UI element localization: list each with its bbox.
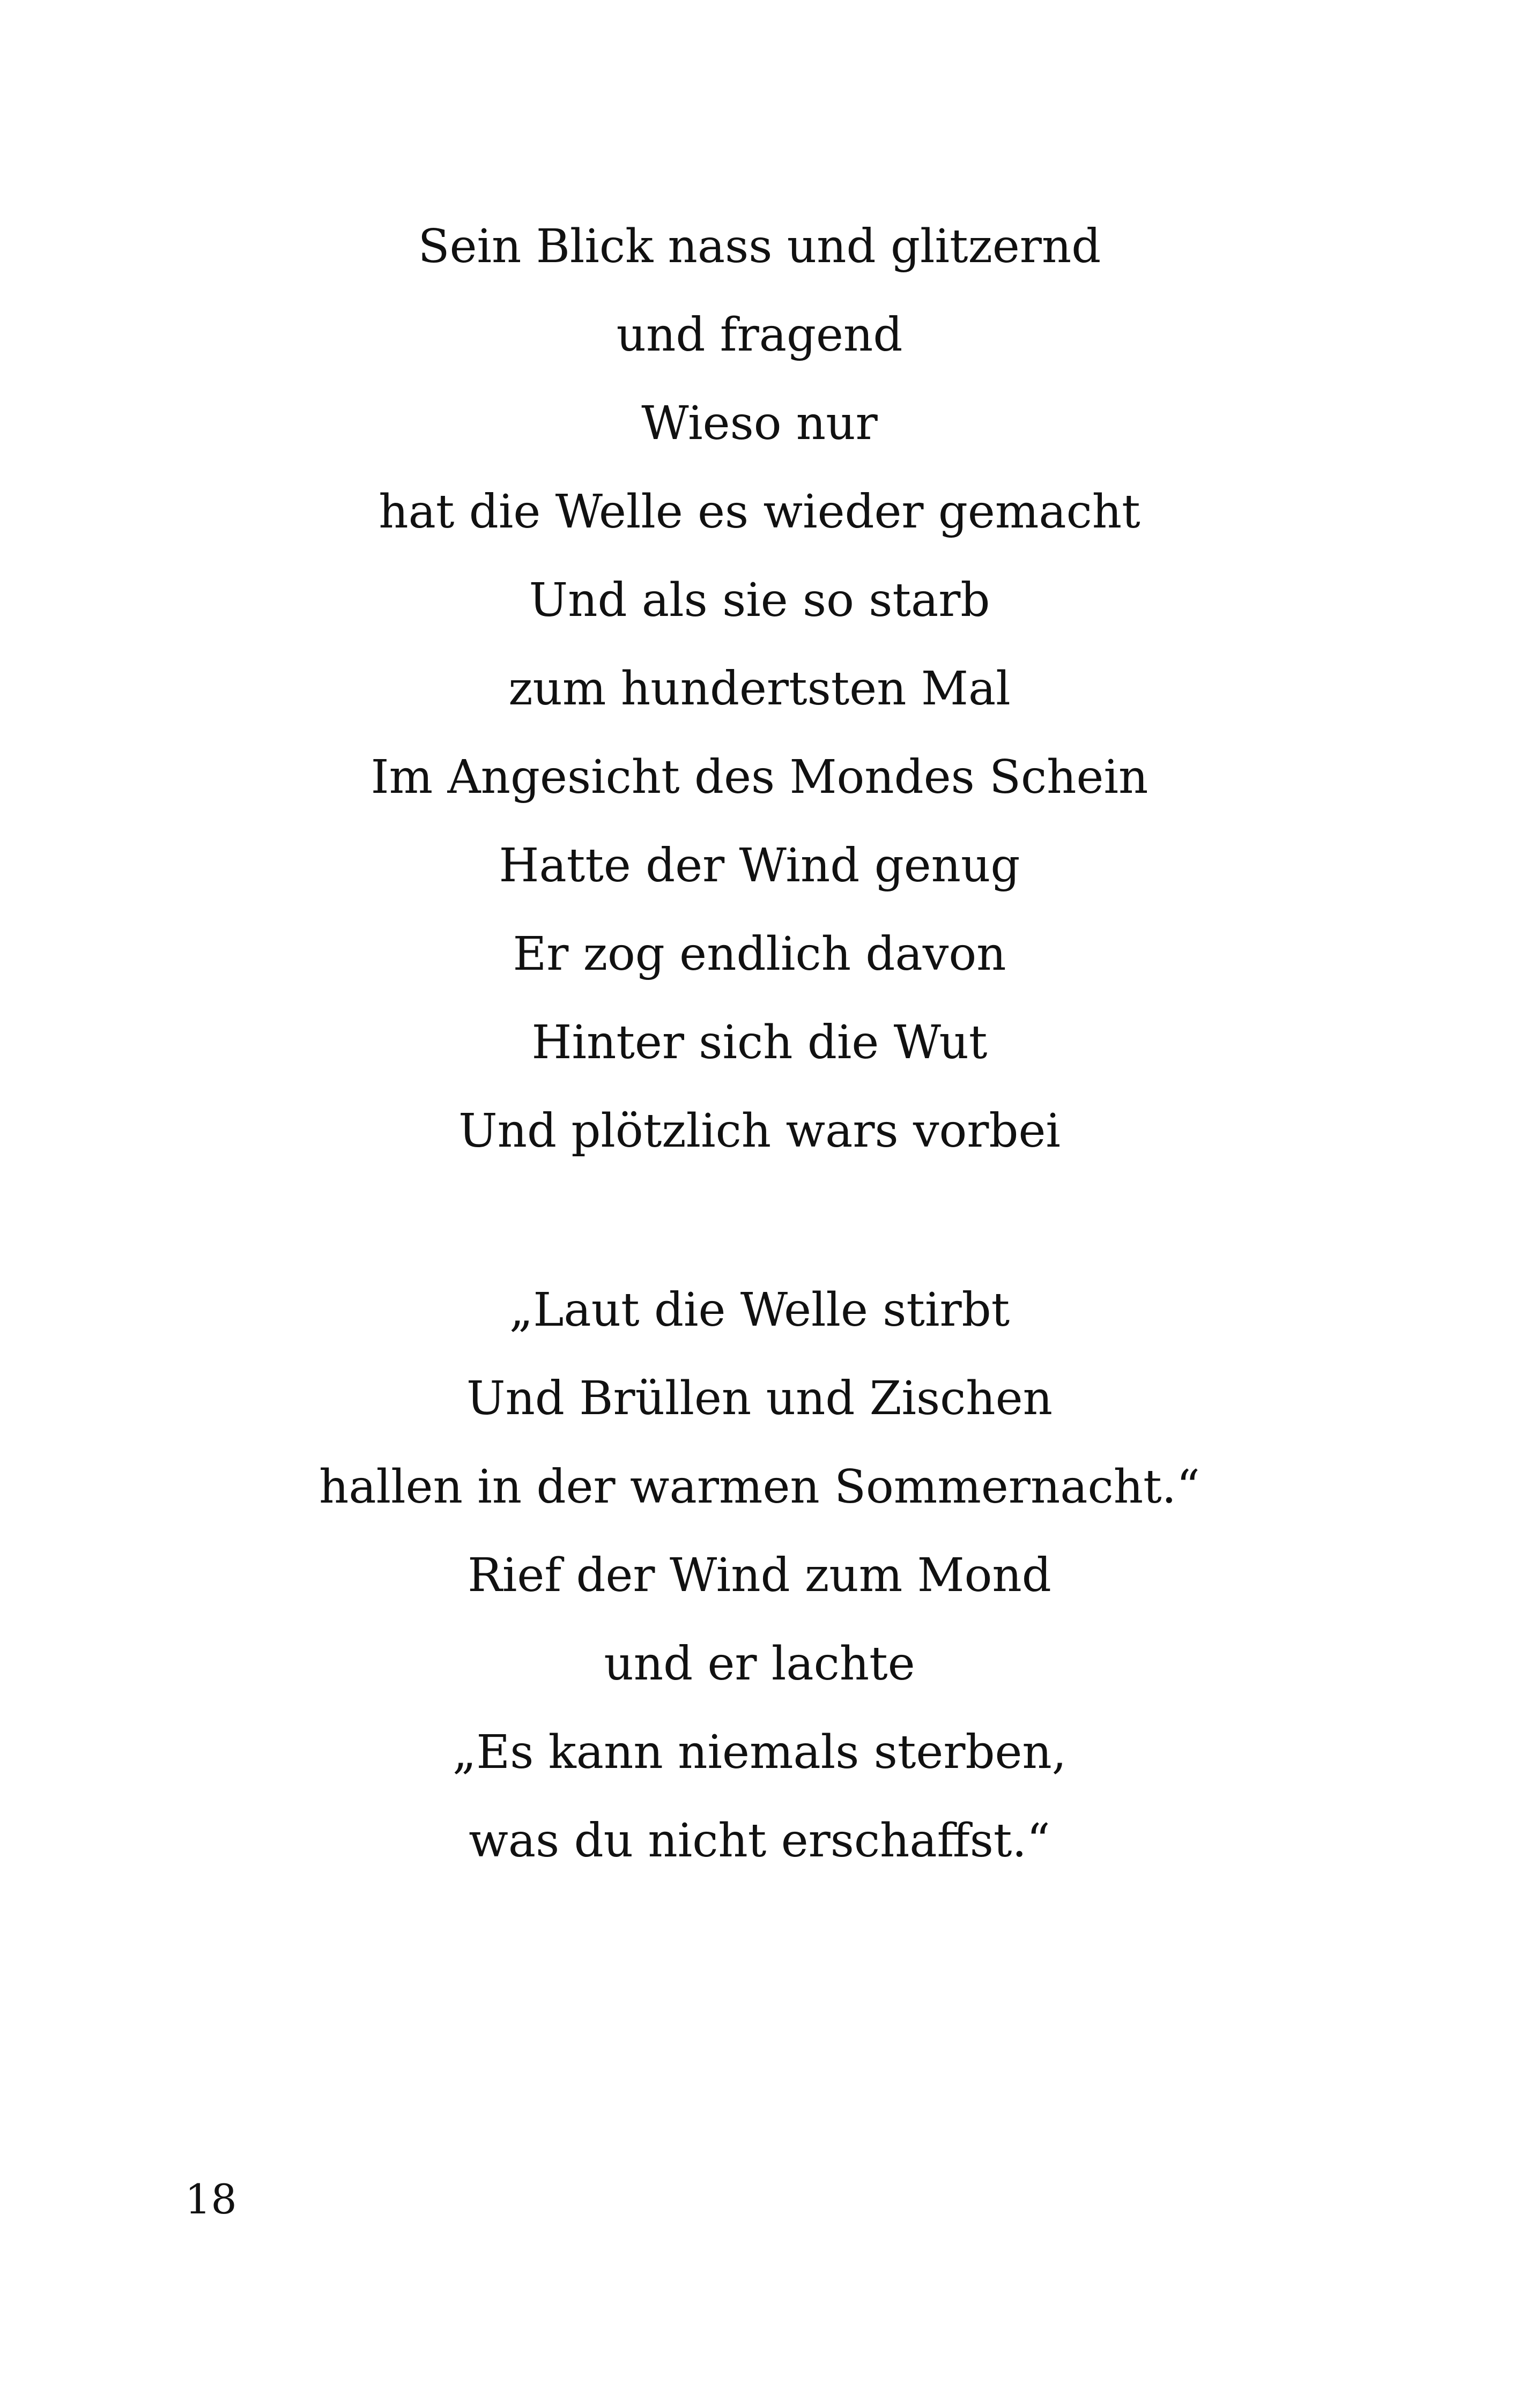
poem-line: Und als sie so starb — [529, 574, 990, 627]
poem-stanza-1 — [0, 203, 1519, 1176]
poem-line: Wieso nur — [641, 397, 878, 450]
poem-line: Und Brüllen und Zischen — [466, 1372, 1053, 1425]
poem-stanza-2 — [0, 1266, 1519, 1885]
poem-line: „Laut die Welle stirbt — [509, 1283, 1010, 1337]
poem-line: und fragend — [616, 308, 903, 362]
poem-line: und er lachte — [604, 1637, 915, 1691]
poem-line: Im Angesicht des Mondes Schein — [371, 750, 1148, 804]
poem-line: Rief der Wind zum Mond — [468, 1549, 1051, 1602]
poem-line: Hatte der Wind genug — [499, 839, 1020, 893]
poem-line: Hinter sich die Wut — [531, 1016, 988, 1069]
poem-line: zum hundertsten Mal — [508, 662, 1011, 716]
poem-line: was du nicht erschaffst.“ — [469, 1814, 1050, 1868]
page-number: 18 — [185, 2175, 237, 2223]
poem-line: Und plötzlich wars vorbei — [458, 1104, 1061, 1158]
poem-line: hat die Welle es wieder gemacht — [379, 485, 1140, 539]
poem-line: Er zog endlich davon — [513, 927, 1006, 981]
poem-line: Sein Blick nass und glitzernd — [418, 220, 1101, 273]
poem-line: hallen in der warmen Sommernacht.“ — [319, 1460, 1200, 1514]
poem-line: „Es kann niemals sterben, — [452, 1726, 1067, 1779]
